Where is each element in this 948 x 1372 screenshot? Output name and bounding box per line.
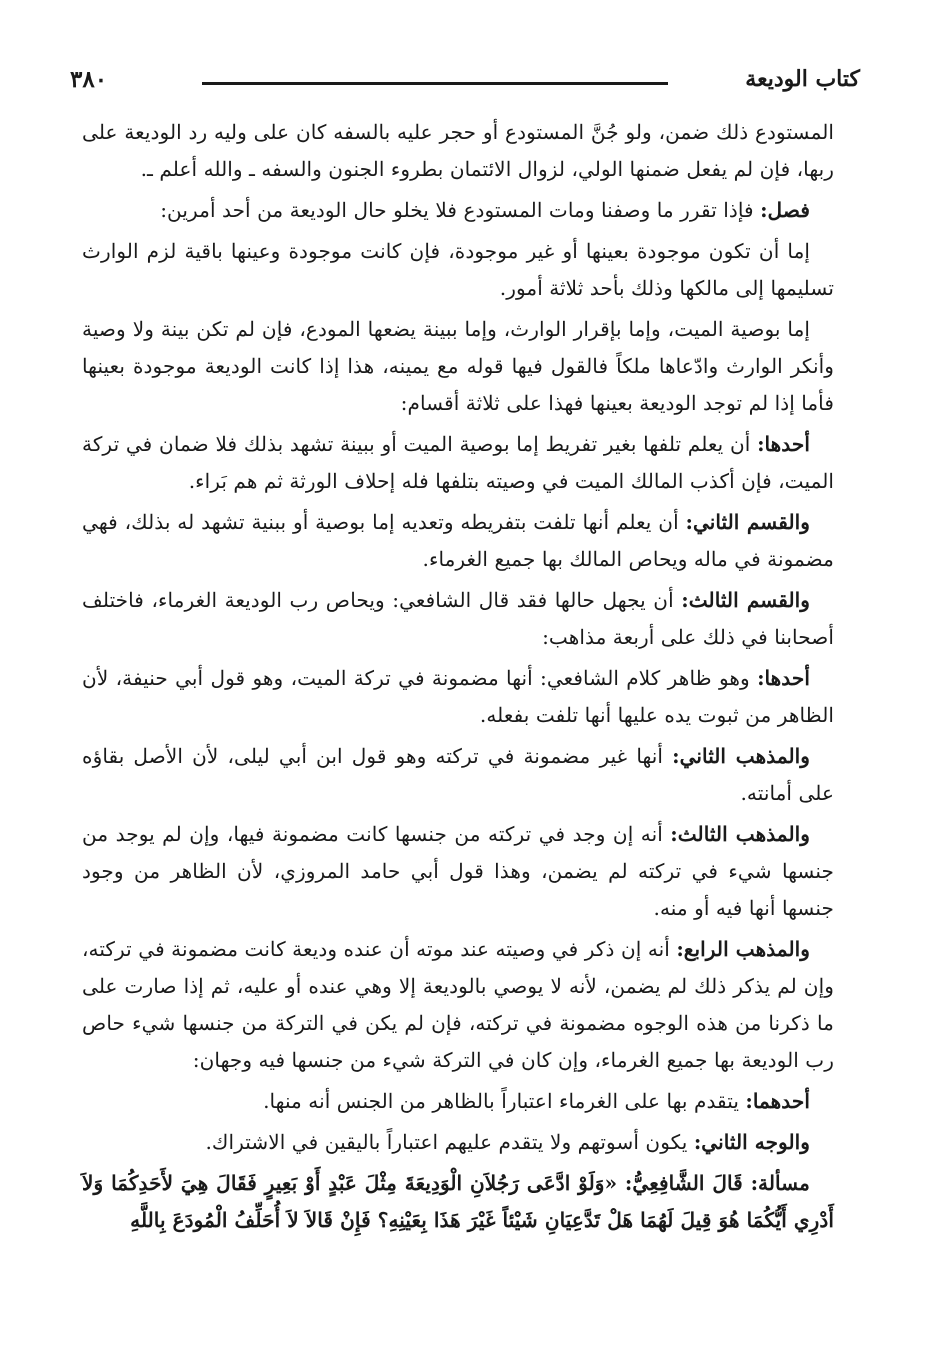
paragraph: أحدهما: يتقدم بها على الغرماء اعتباراً بالظاهر من الجنس أنه منها. <box>263 1089 810 1113</box>
paragraph: إما أن تكون موجودة بعينها أو غير موجودة، فإن كانت موجودة وعينها باقية لزم الوارث تسليمها إلى مالكها وذلك بأحد ثلاثة أمور. <box>82 239 834 300</box>
paragraph: فصل: فإذا تقرر ما وصفنا ومات المستودع فلا يخلو حال الوديعة من أحد أمرين: <box>160 198 810 222</box>
page-header <box>70 66 860 102</box>
paragraph: إما بوصية الميت، وإما بإقرار الوارث، وإما ببينة يضعها المودع، فإن لم تكن بينة ولا وصية وأنكر الوارث وادّعاها ملكاً فالقول فيها قوله مع يمينه، هذا إذا كانت الوديعة موجودة بعينها فأما إذا لم توجد الوديعة بعينها فهذا على ثلاثة أقسام: <box>82 317 834 415</box>
paragraph: والقسم الثاني: أن يعلم أنها تلفت بتفريطه وتعديه إما بوصية أو ببنية تشهد له بذلك، فهي مضمونة في ماله ويحاص المالك بها جميع الغرماء. <box>82 510 834 571</box>
page-body <box>82 114 834 1243</box>
paragraph: والمذهب الرابع: أنه إن ذكر في وصيته عند موته أن عنده وديعة كانت مضمونة في تركته، وإن لم يذكر ذلك لم يضمن، لأنه لا يوصي بالوديعة إلا وهي عنده أو عليه، ثم إذا صارت على ما ذكرنا من هذه الوجوه مضمونة في تركته، فإن لم يكن في التركة من جنسها شيء حاص رب الوديعة بها جميع الغرماء، وإن كان في التركة شيء من جنسها فيه وجهان: <box>82 937 834 1072</box>
paragraph: أحدها: وهو ظاهر كلام الشافعي: أنها مضمونة في تركة الميت، وهو قول أبي حنيفة، لأن الظاهر من ثبوت يده عليها أنها تلفت بفعله. <box>82 666 834 727</box>
book-title: كتاب الوديعة <box>745 66 860 92</box>
paragraph: والمذهب الثالث: أنه إن وجد في تركته من جنسها كانت مضمونة فيها، وإن لم يوجد من جنسها شيء في تركته لم يضمن، وهذا قول أبي حامد المروزي، لأن الظاهر من وجود جنسها أنها فيه أو منه. <box>82 822 834 920</box>
paragraph: المستودع ذلك ضمن، ولو جُنَّ المستودع أو حجر عليه بالسفه كان على وليه رد الوديعة على ربها، فإن لم يفعل ضمنها الولي، لزوال الائتمان بطروء الجنون والسفه ـ والله أعلم ـ. <box>82 120 834 181</box>
page-number: ٣٨٠ <box>70 66 108 93</box>
header-rule <box>202 82 668 85</box>
paragraph: والقسم الثالث: أن يجهل حالها فقد قال الشافعي: ويحاص رب الوديعة الغرماء، فاختلف أصحابنا في ذلك على أربعة مذاهب: <box>82 588 834 649</box>
paragraph: أحدها: أن يعلم تلفها بغير تفريط إما بوصية الميت أو ببينة تشهد بذلك فلا ضمان في تركة الميت، فإن أكذب المالك الميت في وصيته بتلفها فله إحلاف الورثة ثم هم بَراء. <box>82 432 834 493</box>
paragraph: والوجه الثاني: يكون أسوتهم ولا يتقدم عليهم اعتباراً باليقين في الاشتراك. <box>205 1130 810 1154</box>
paragraph: والمذهب الثاني: أنها غير مضمونة في تركته وهو قول ابن أبي ليلى، لأن الأصل بقاؤه على أمانته. <box>82 744 834 805</box>
paragraph-masala: مسألة: قَالَ الشَّافِعِيُّ: «وَلَوْ ادَّعَى رَجُلاَنِ الْوَدِيعَةَ مِثْلَ عَبْدٍ أَوْ بَعِيرٍ فَقَالَ هِيَ لأَحَدِكُمَا وَلاَ أَدْرِي أَيُّكُمَا هُوَ قِيلَ لَهُمَا هَلْ تَدَّعِيَانِ شَيْئاً غَيْرَ هَذَا بِعَيْنِهِ؟ فَإِنْ قَالاَ لاَ أُحَلِّفُ الْمُودَعَ بِاللَّهِ <box>82 1171 834 1232</box>
